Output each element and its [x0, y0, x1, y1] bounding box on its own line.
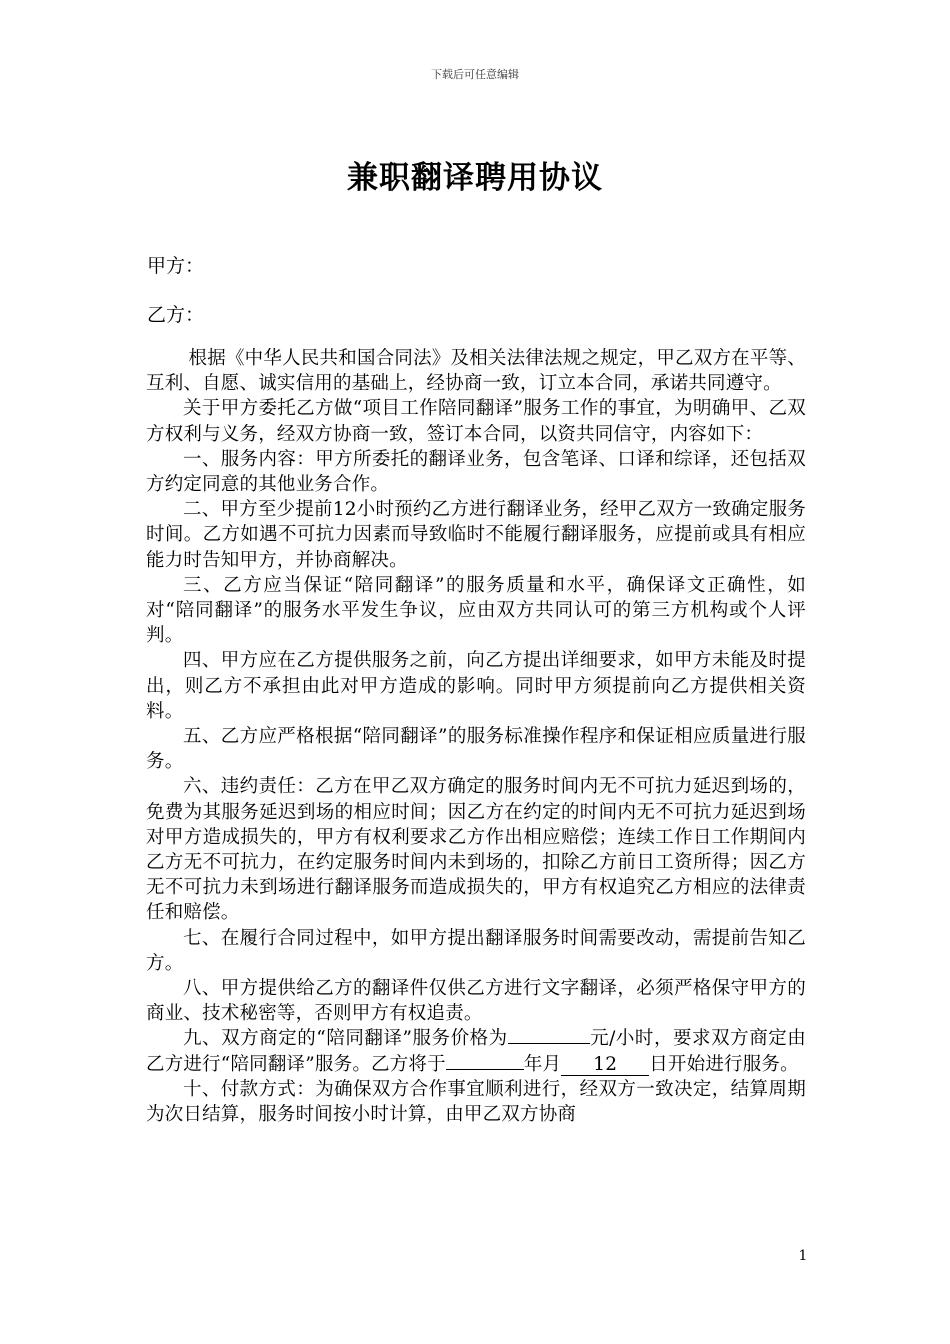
clause-2: 二、甲方至少提前12小时预约乙方进行翻译业务，经甲乙双方一致确定服务时间。乙方如遇不可抗力因素而导致临时不能履行翻译服务，应提前或具有相应能力时告知甲方，并协商解决。 — [146, 499, 806, 571]
price-blank — [508, 1043, 590, 1044]
clause-9-text-3: 年月 — [523, 1053, 562, 1075]
clause-9 — [146, 1026, 806, 1076]
party-a-label: 甲方： — [147, 255, 205, 277]
clause-9-text-1: 九、双方商定的“陪同翻译”服务价格为 — [183, 1028, 508, 1050]
clause-3: 三、乙方应当保证“陪同翻译”的服务质量和水平，确保译文正确性，如对“陪同翻译”的服务水平发生争议，应由双方共同认可的第三方机构或个人评判。 — [146, 574, 806, 647]
clause-8: 八、甲方提供给乙方的翻译件仅供乙方进行文字翻译，必须严格保守甲方的商业、技术秘密等，否则甲方有权追责。 — [146, 978, 806, 1025]
clause-10: 十、付款方式：为确保双方合作事宜顺利进行，经双方一致决定，结算周期为次日结算，服务时间按小时计算，由甲乙双方协商 — [146, 1078, 806, 1126]
clause-6: 六、违约责任：乙方在甲乙双方确定的服务时间内无不可抗力延迟到场的，免费为其服务延迟到场的相应时间；因乙方在约定的时间内无不可抗力延迟到场对甲方造成损失的，甲方有权利要求乙方作出相应赔偿；连续工作日工作期间内乙方无不可抗力，在约定服务时间内未到场的，扣除乙方前日工资所得；因乙方无不可抗力未到场进行翻译服务而造成损失的，甲方有权追究乙方相应的法律责任和赔偿。 — [146, 776, 806, 924]
year-blank — [446, 1069, 524, 1070]
page-number: 1 — [798, 1248, 808, 1264]
clause-4: 四、甲方应在乙方提供服务之前，向乙方提出详细要求，如甲方未能及时提出，则乙方不承担由此对甲方造成的影响。同时甲方须提前向乙方提供相关资料。 — [146, 650, 806, 722]
day-blank: 12 — [561, 1055, 649, 1076]
clause-1: 一、服务内容：甲方所委托的翻译业务，包含笔译、口译和综译，还包括双方约定同意的其他业务合作。 — [146, 448, 806, 496]
clause-7: 七、在履行合同过程中，如甲方提出翻译服务时间需要改动，需提前告知乙方。 — [146, 927, 806, 974]
document-title: 兼职翻译聘用协议 — [347, 160, 603, 196]
clause-9-text-2: 元/小时，要求双方商定由乙方进行“陪同翻译”服务。乙方将于 — [146, 1028, 806, 1075]
party-b-label: 乙方： — [147, 304, 205, 326]
clause-5: 五、乙方应严格根据“陪同翻译”的服务标准操作程序和保证相应质量进行服务。 — [146, 726, 806, 773]
paragraph-intro: 关于甲方委托乙方做“项目工作陪同翻译”服务工作的事宜，为明确甲、乙双方权利与义务，经双方协商一致，签订本合同，以资共同信守，内容如下： — [146, 398, 806, 445]
contract-body — [146, 346, 806, 1127]
paragraph-preamble: 根据《中华人民共和国合同法》及相关法律法规之规定，甲乙双方在平等、互利、自愿、诚实信用的基础上，经协商一致，订立本合同，承诺共同遵守。 — [146, 348, 806, 395]
clause-9-text-4: 日开始进行服务。 — [649, 1053, 799, 1075]
page-header: 下载后可任意编辑 — [431, 68, 519, 81]
